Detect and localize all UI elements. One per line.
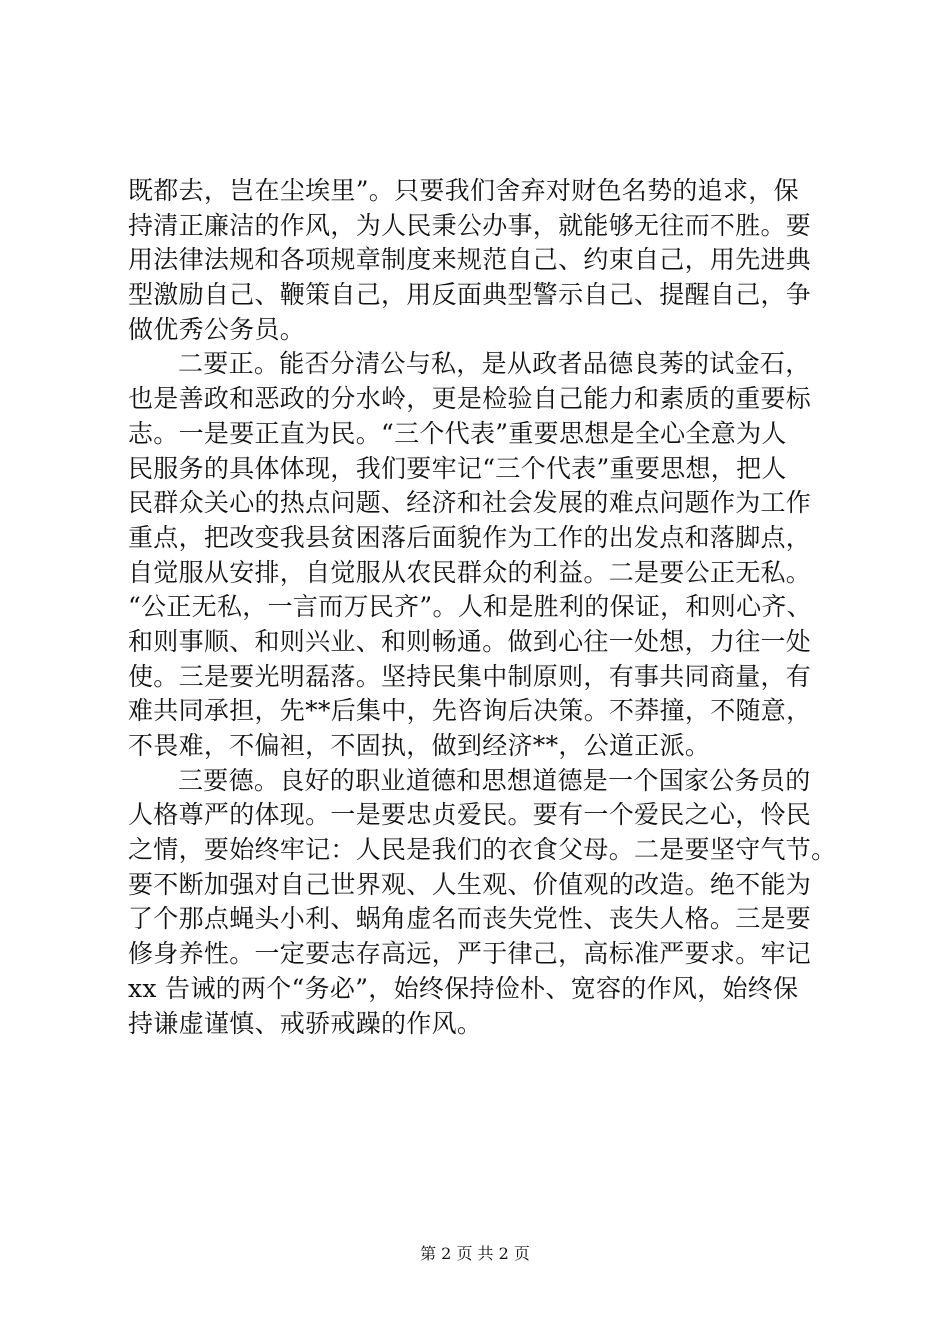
text-line: 和则事顺、和则兴业、和则畅通。做到心往一处想，力往一处 [128,626,812,656]
text-line: 二要正。能否分清公与私，是从政者品德良莠的试金石， [178,349,811,379]
text-line: 重点，把改变我县贫困落后面貌作为工作的出发点和落脚点， [128,522,812,552]
text-line: 做优秀公务员。 [128,314,306,344]
text-line: 志。一是要正直为民。“三个代表”重要思想是全心全意为人 [128,418,787,448]
text-line: 自觉服从安排，自觉服从农民群众的利益。二是要公正无私。 [128,557,812,587]
text-line: xx 告诫的两个“务必”，始终保持俭朴、宽容的作风，始终保 [128,973,799,1003]
text-line: 用法律法规和各项规章制度来规范自己、约束自己，用先进典 [128,245,812,275]
text-line: 修身养性。一定要志存高远，严于律己，高标准严要求。牢记 [128,939,812,969]
text-line: 之情，要始终牢记：人民是我们的衣食父母。二是要坚守气节。 [128,835,837,865]
page-footer: 第 2 页 共 2 页 [420,1244,530,1263]
text-line: 持谦虚谨慎、戒骄戒躁的作风。 [128,1008,483,1038]
text-line: 民群众关心的热点问题、经济和社会发展的难点问题作为工作 [128,488,812,518]
text-line: 也是善政和恶政的分水岭，更是检验自己能力和素质的重要标 [128,384,812,414]
text-line: 难共同承担，先**后集中，先咨询后决策。不莽撞，不随意， [128,696,812,726]
text-line: 型激励自己、鞭策自己，用反面典型警示自己、提醒自己，争 [128,280,812,310]
document-body [128,174,837,1041]
text-line: 了个那点蝇头小利、蜗角虚名而丧失党性、丧失人格。三是要 [128,904,812,934]
text-line: 使。三是要光明磊落。坚持民集中制原则，有事共同商量，有 [128,661,812,691]
text-line: 三要德。良好的职业道德和思想道德是一个国家公务员的 [178,765,811,795]
text-line: “公正无私，一言而万民齐”。人和是胜利的保证，和则心齐、 [128,592,812,622]
text-line: 持清正廉洁的作风，为人民秉公办事，就能够无往而不胜。要 [128,210,812,240]
text-line: 不畏难，不偏袒，不固执，做到经济**，公道正派。 [128,731,711,760]
text-line: 民服务的具体体现，我们要牢记“三个代表”重要思想，把人 [128,453,787,483]
text-line: 要不断加强对自己世界观、人生观、价值观的改造。绝不能为 [128,869,812,899]
text-line: 既都去，岂在尘埃里”。只要我们舍弃对财色名势的追求，保 [128,176,799,205]
text-line: 人格尊严的体现。一是要忠贞爱民。要有一个爱民之心，怜民 [128,800,812,830]
